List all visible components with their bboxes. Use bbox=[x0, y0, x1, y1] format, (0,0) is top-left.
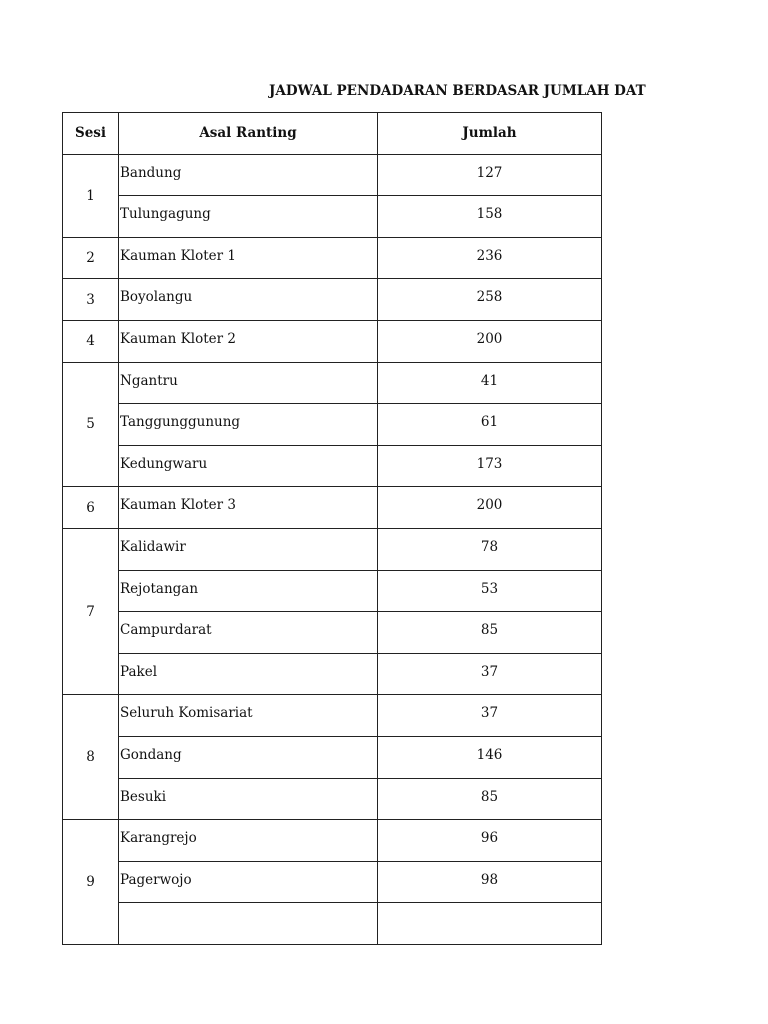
table-row bbox=[63, 196, 602, 238]
cell-asal-ranting: Gondang bbox=[119, 736, 378, 778]
cell-asal-ranting: Bandung bbox=[119, 154, 378, 196]
table-row bbox=[63, 778, 602, 820]
cell-asal-ranting: Campurdarat bbox=[119, 612, 378, 654]
cell-jumlah: 98 bbox=[378, 861, 602, 903]
table-header-row bbox=[63, 113, 602, 155]
table-row bbox=[63, 237, 602, 279]
table-row bbox=[63, 570, 602, 612]
cell-asal-ranting: Kedungwaru bbox=[119, 445, 378, 487]
table-row bbox=[63, 736, 602, 778]
table-body bbox=[63, 154, 602, 944]
table-row bbox=[63, 612, 602, 654]
table-row bbox=[63, 820, 602, 862]
cell-sesi: 1 bbox=[63, 154, 119, 237]
cell-sesi: 6 bbox=[63, 487, 119, 529]
table-row bbox=[63, 154, 602, 196]
cell-jumlah: 53 bbox=[378, 570, 602, 612]
cell-jumlah: 37 bbox=[378, 653, 602, 695]
cell-jumlah bbox=[378, 903, 602, 945]
cell-asal-ranting: Karangrejo bbox=[119, 820, 378, 862]
cell-jumlah: 78 bbox=[378, 528, 602, 570]
header-jumlah: Jumlah bbox=[378, 113, 602, 155]
cell-sesi: 7 bbox=[63, 528, 119, 694]
table-row bbox=[63, 445, 602, 487]
cell-jumlah: 85 bbox=[378, 612, 602, 654]
cell-jumlah: 236 bbox=[378, 237, 602, 279]
cell-sesi: 2 bbox=[63, 237, 119, 279]
table-row bbox=[63, 861, 602, 903]
cell-jumlah: 61 bbox=[378, 404, 602, 446]
cell-jumlah: 37 bbox=[378, 695, 602, 737]
cell-asal-ranting: Pagerwojo bbox=[119, 861, 378, 903]
cell-jumlah: 173 bbox=[378, 445, 602, 487]
cell-jumlah: 41 bbox=[378, 362, 602, 404]
table-row bbox=[63, 903, 602, 945]
cell-asal-ranting: Boyolangu bbox=[119, 279, 378, 321]
cell-sesi: 3 bbox=[63, 279, 119, 321]
cell-asal-ranting: Kauman Kloter 2 bbox=[119, 320, 378, 362]
header-sesi: Sesi bbox=[63, 113, 119, 155]
cell-asal-ranting: Besuki bbox=[119, 778, 378, 820]
cell-asal-ranting bbox=[119, 903, 378, 945]
cell-asal-ranting: Kauman Kloter 1 bbox=[119, 237, 378, 279]
table-row bbox=[63, 404, 602, 446]
cell-asal-ranting: Tulungagung bbox=[119, 196, 378, 238]
cell-jumlah: 200 bbox=[378, 320, 602, 362]
header-asal-ranting: Asal Ranting bbox=[119, 113, 378, 155]
page-title: JADWAL PENDADARAN BERDASAR JUMLAH DAT bbox=[269, 83, 646, 99]
cell-jumlah: 200 bbox=[378, 487, 602, 529]
schedule-table bbox=[62, 112, 602, 945]
table-row bbox=[63, 528, 602, 570]
cell-jumlah: 146 bbox=[378, 736, 602, 778]
cell-sesi: 8 bbox=[63, 695, 119, 820]
cell-jumlah: 127 bbox=[378, 154, 602, 196]
cell-sesi: 5 bbox=[63, 362, 119, 487]
cell-asal-ranting: Pakel bbox=[119, 653, 378, 695]
cell-sesi: 4 bbox=[63, 320, 119, 362]
cell-sesi: 9 bbox=[63, 820, 119, 945]
cell-jumlah: 96 bbox=[378, 820, 602, 862]
cell-asal-ranting: Ngantru bbox=[119, 362, 378, 404]
cell-asal-ranting: Seluruh Komisariat bbox=[119, 695, 378, 737]
table-row bbox=[63, 695, 602, 737]
table-row bbox=[63, 362, 602, 404]
schedule-table-container bbox=[62, 112, 602, 924]
table-row bbox=[63, 487, 602, 529]
table-row bbox=[63, 653, 602, 695]
cell-asal-ranting: Rejotangan bbox=[119, 570, 378, 612]
cell-asal-ranting: Tanggunggunung bbox=[119, 404, 378, 446]
cell-asal-ranting: Kauman Kloter 3 bbox=[119, 487, 378, 529]
table-row bbox=[63, 320, 602, 362]
cell-jumlah: 158 bbox=[378, 196, 602, 238]
cell-jumlah: 258 bbox=[378, 279, 602, 321]
cell-asal-ranting: Kalidawir bbox=[119, 528, 378, 570]
cell-jumlah: 85 bbox=[378, 778, 602, 820]
table-row bbox=[63, 279, 602, 321]
